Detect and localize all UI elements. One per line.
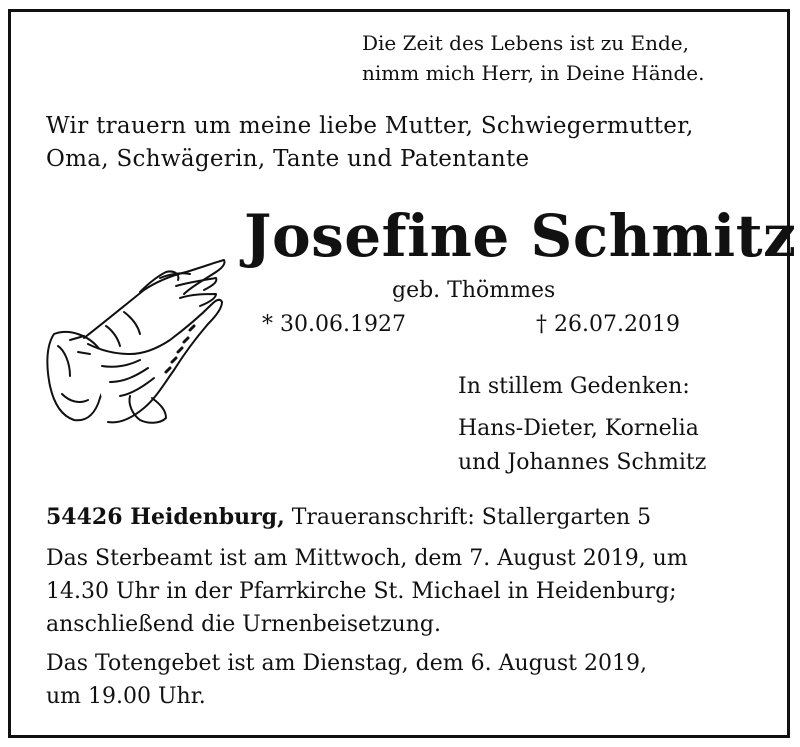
birth-name: geb. Thömmes xyxy=(392,278,556,303)
prayer-line-2: um 19.00 Uhr. xyxy=(46,684,206,709)
funeral-line-2: 14.30 Uhr in der Pfarrkirche St. Michael in Heidenburg; xyxy=(46,579,677,604)
mourners-block xyxy=(458,370,706,480)
prayer-line-1: Das Totengebet ist am Dienstag, dem 6. August 2019, xyxy=(46,651,647,676)
funeral-notice xyxy=(46,542,688,641)
address-line xyxy=(46,500,651,535)
death-date: † 26.07.2019 xyxy=(536,312,680,337)
praying-hands-icon xyxy=(40,254,230,434)
verse xyxy=(362,28,705,88)
mourners-line-2: und Johannes Schmitz xyxy=(458,450,707,475)
mourning-address: Traueranschrift: Stallergarten 5 xyxy=(291,505,652,530)
intro-line-2: Oma, Schwägerin, Tante und Patentante xyxy=(46,146,530,172)
intro-line-1: Wir trauern um meine liebe Mutter, Schwiegermutter, xyxy=(46,113,694,139)
birth-date: * 30.06.1927 xyxy=(262,312,406,337)
place-name: 54426 Heidenburg, xyxy=(46,504,285,530)
intro-text xyxy=(46,110,694,176)
mourners-line-1: Hans-Dieter, Kornelia xyxy=(458,416,699,441)
funeral-line-1: Das Sterbeamt ist am Mittwoch, dem 7. August 2019, um xyxy=(46,546,688,571)
deceased-name: Josefine Schmitz xyxy=(244,202,797,270)
verse-line-1: Die Zeit des Lebens ist zu Ende, xyxy=(362,31,689,55)
mourners-heading: In stillem Gedenken: xyxy=(458,374,690,399)
prayer-notice xyxy=(46,647,647,713)
funeral-line-3: anschließend die Urnenbeisetzung. xyxy=(46,612,441,637)
verse-line-2: nimm mich Herr, in Deine Hände. xyxy=(362,61,705,85)
